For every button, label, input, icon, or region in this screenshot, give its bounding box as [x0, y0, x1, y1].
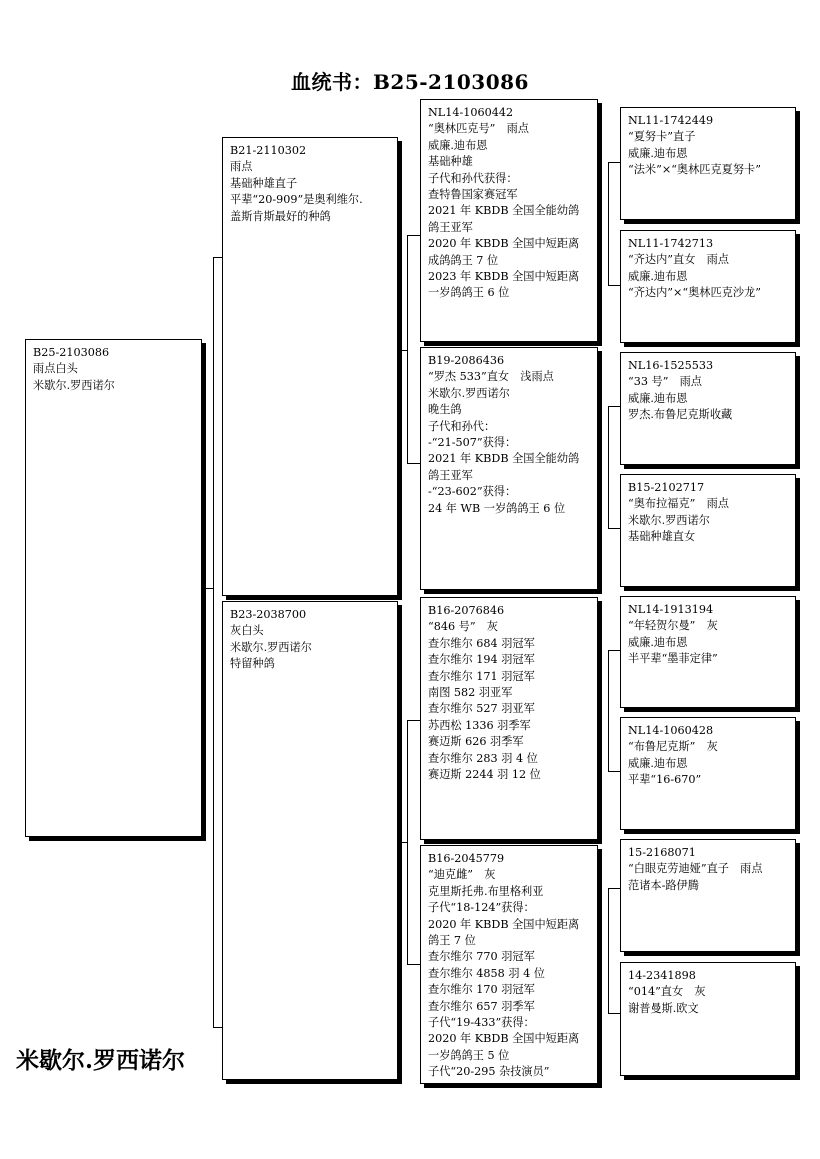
achievement: 赛迈斯 626 羽季军: [428, 735, 524, 749]
ring-number: B16-2045779: [428, 852, 505, 865]
connector-sire-sire: [608, 162, 620, 286]
breeder: 威廉.迪布恩: [628, 756, 688, 770]
pedigree-subject-box: [25, 339, 202, 837]
breeder: 米歇尔.罗西诺尔: [33, 378, 115, 392]
achievement: 一岁鸽鸽王 6 位: [428, 286, 510, 300]
achievement: 南图 582 羽亚军: [428, 686, 513, 700]
pigeon-name: “罗杰 533”直女 浅雨点: [428, 370, 554, 384]
note: 基础种雄直子: [230, 176, 298, 190]
ancestor-box-5: [620, 596, 796, 708]
breeder: 威廉.迪布恩: [628, 146, 688, 160]
note: 基础种雄: [428, 155, 473, 169]
pigeon-name: “年轻贺尔曼” 灰: [628, 619, 718, 633]
dam-sire-box: [420, 597, 598, 840]
ancestor-box-3: [620, 352, 796, 465]
achievement: 查尔维尔 283 羽 4 位: [428, 751, 538, 765]
connector-stub: [398, 350, 407, 351]
pigeon-name: “奥布拉福克” 雨点: [628, 497, 729, 511]
achievement: 鸽王亚军: [428, 220, 473, 234]
connector-sire: [407, 235, 420, 464]
note: 子代和孙代：: [428, 419, 496, 433]
achievement: 2020 年 KBDB 全国中短距离: [428, 917, 580, 931]
sire-dam-box: [420, 347, 598, 590]
breeder: 范诸本-路伊腾: [628, 878, 699, 892]
pigeon-name: “014”直女 灰: [628, 985, 706, 999]
pigeon-name: “迪克雌” 灰: [428, 868, 496, 882]
color: 雨点白头: [33, 362, 78, 376]
ancestor-box-1: [620, 107, 796, 220]
breeder: 克里斯托弗.布里格利亚: [428, 884, 544, 898]
connector-dam-dam: [608, 888, 620, 1014]
ring-number: B25-2103086: [33, 346, 110, 359]
pigeon-name: “白眼克劳迪娅”直子 雨点: [628, 862, 763, 876]
achievement: 鸽王 7 位: [428, 934, 476, 948]
ring-number: 14-2341898: [628, 969, 696, 982]
breeder: 威廉.迪布恩: [628, 391, 688, 405]
note: 盖斯肯斯最好的种鸽: [230, 209, 331, 223]
achievement: 一岁鸽鸽王 5 位: [428, 1048, 510, 1062]
achievement: 查尔维尔 684 羽冠军: [428, 636, 535, 650]
dam-dam-box: [420, 845, 598, 1084]
achievement: 苏西松 1336 羽季军: [428, 718, 531, 732]
achievement: 查尔维尔 657 羽季军: [428, 999, 535, 1013]
ring-number: 15-2168071: [628, 846, 696, 859]
achievement: 2023 年 KBDB 全国中短距离: [428, 270, 580, 284]
connector-dam: [407, 720, 420, 965]
breeder: 米歇尔.罗西诺尔: [230, 640, 312, 654]
ring-number: NL11-1742449: [628, 114, 714, 127]
achievement: -“23-602”获得：: [428, 485, 517, 499]
note: 罗杰.布鲁尼克斯收藏: [628, 408, 733, 422]
breeder: 米歇尔.罗西诺尔: [428, 386, 510, 400]
ring-number: NL11-1742713: [628, 237, 714, 250]
connector-sire-dam: [608, 406, 620, 529]
achievement: 鸽王亚军: [428, 468, 473, 482]
owner-name: 米歇尔.罗西诺尔: [16, 1047, 186, 1074]
connector-subject: [213, 257, 222, 1028]
note: 特留种鸽: [230, 657, 275, 671]
note: 子代和孙代获得：: [428, 171, 518, 185]
breeder: 威廉.迪布恩: [428, 138, 488, 152]
note: 平辈“16-670”: [628, 773, 702, 787]
pigeon-name: “齐达内”直女 雨点: [628, 253, 729, 267]
ancestor-box-7: [620, 839, 796, 952]
ring-number: NL14-1060442: [428, 106, 514, 119]
achievement: 2020 年 KBDB 全国中短距离: [428, 1032, 580, 1046]
connector-stub: [398, 842, 407, 843]
achievement: 24 年 WB 一岁鸽鸽王 6 位: [428, 501, 566, 515]
ancestor-box-4: [620, 474, 796, 587]
connector-stub: [202, 588, 213, 589]
note: 平辈“20-909”是奥利维尔.: [230, 193, 363, 207]
ancestor-box-8: [620, 962, 796, 1076]
note: 子代“20-295 杂技演员”: [428, 1065, 550, 1079]
breeder: 威廉.迪布恩: [628, 269, 688, 283]
note: “法米”×“奥林匹克夏努卡”: [628, 163, 761, 177]
dam-box: [222, 601, 398, 1080]
pigeon-name: “奥林匹克号” 雨点: [428, 122, 529, 136]
ring-number: NL16-1525533: [628, 359, 714, 372]
note: 半平辈“墨菲定律”: [628, 652, 718, 666]
ancestor-box-6: [620, 717, 796, 830]
ring-number: B16-2076846: [428, 604, 505, 617]
ring-number: NL14-1913194: [628, 603, 714, 616]
achievement: 2021 年 KBDB 全国全能幼鸽: [428, 452, 580, 466]
note: 子代“19-433”获得：: [428, 1016, 535, 1030]
note: 子代“18-124”获得：: [428, 901, 535, 915]
achievement: 查特鲁国家赛冠军: [428, 188, 518, 202]
note: 晚生鸽: [428, 403, 462, 417]
note: “齐达内”×“奥林匹克沙龙”: [628, 286, 761, 300]
sire-box: [222, 137, 398, 596]
color: 灰白头: [230, 624, 264, 638]
breeder: 威廉.迪布恩: [628, 635, 688, 649]
ring-number: B19-2086436: [428, 354, 505, 367]
achievement: 查尔维尔 171 羽冠军: [428, 669, 535, 683]
ring-number: B21-2110302: [230, 144, 307, 157]
page-title: 血统书：B25-2103086: [291, 70, 529, 94]
pigeon-name: “33 号” 雨点: [628, 375, 702, 389]
color: 雨点: [230, 160, 253, 174]
note: 基础种雄直女: [628, 530, 696, 544]
breeder: 米歇尔.罗西诺尔: [628, 513, 710, 527]
ring-number: B23-2038700: [230, 608, 307, 621]
achievement: 赛迈斯 2244 羽 12 位: [428, 768, 541, 782]
achievement: 成鸽鸽王 7 位: [428, 253, 499, 267]
sire-sire-box: [420, 99, 598, 342]
pigeon-name: “布鲁尼克斯” 灰: [628, 740, 718, 754]
achievement: -“21-507”获得：: [428, 436, 517, 450]
achievement: 2020 年 KBDB 全国中短距离: [428, 237, 580, 251]
achievement: 查尔维尔 194 羽冠军: [428, 653, 535, 667]
achievement: 2021 年 KBDB 全国全能幼鸽: [428, 204, 580, 218]
ring-number: B15-2102717: [628, 481, 705, 494]
achievement: 查尔维尔 770 羽冠军: [428, 950, 535, 964]
pigeon-name: “846 号” 灰: [428, 620, 498, 634]
pigeon-name: “夏努卡”直子: [628, 130, 696, 144]
connector-dam-sire: [608, 650, 620, 772]
achievement: 查尔维尔 170 羽冠军: [428, 983, 535, 997]
ring-number: NL14-1060428: [628, 724, 714, 737]
achievement: 查尔维尔 4858 羽 4 位: [428, 966, 545, 980]
ancestor-box-2: [620, 230, 796, 343]
breeder: 谢普曼斯.欧文: [628, 1001, 699, 1015]
achievement: 查尔维尔 527 羽亚军: [428, 702, 535, 716]
